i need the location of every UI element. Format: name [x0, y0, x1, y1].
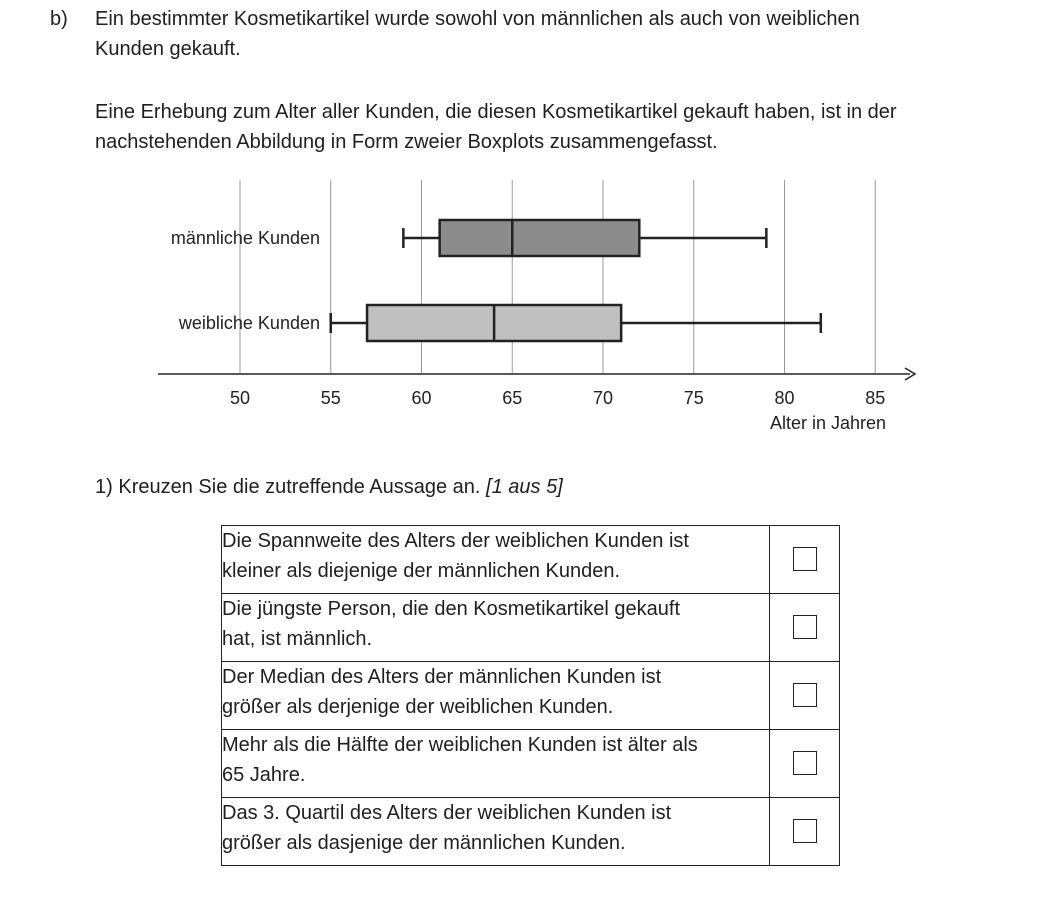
task-instruction	[95, 472, 563, 502]
answer-line: hat, ist männlich.	[222, 628, 373, 650]
answer-line: 65 Jahre.	[222, 764, 306, 786]
task-text: Kreuzen Sie die zutreffende Aussage an.	[118, 476, 481, 498]
task-hint: [1 aus 5]	[486, 476, 563, 498]
x-tick-label: 65	[502, 388, 523, 408]
answer-row	[222, 662, 840, 730]
intro-line-1: Ein bestimmter Kosmetikartikel wurde sowohl von männlichen als auch von weiblichen	[95, 8, 860, 30]
survey-line-1: Eine Erhebung zum Alter aller Kunden, die diesen Kosmetikartikel gekauft haben, ist in der	[95, 101, 897, 123]
answer-line: Die Spannweite des Alters der weiblichen Kunden ist	[222, 530, 689, 552]
answer-statement	[222, 594, 770, 662]
x-tick-label: 75	[683, 388, 704, 408]
answer-line: Die jüngste Person, die den Kosmetikartikel gekauft	[222, 598, 681, 620]
x-tick-label: 55	[320, 388, 341, 408]
checkbox-cell	[770, 730, 840, 798]
answer-row	[222, 730, 840, 798]
x-tick-label: 50	[229, 388, 251, 408]
boxplot-chart	[0, 170, 1040, 440]
checkbox-cell	[770, 526, 840, 594]
x-tick-label: 85	[865, 388, 886, 408]
checkbox-cell	[770, 798, 840, 866]
answer-statement	[222, 798, 770, 866]
answer-checkbox[interactable]	[793, 819, 817, 843]
series-label: männliche Kunden	[170, 228, 320, 248]
answer-line: kleiner als diejenige der männlichen Kunden.	[222, 560, 621, 582]
answer-row	[222, 594, 840, 662]
answer-line: größer als dasjenige der männlichen Kunden.	[222, 832, 626, 854]
answer-line: größer als derjenige der weiblichen Kunden.	[222, 696, 614, 718]
answer-table	[221, 525, 840, 866]
x-axis-label: Alter in Jahren	[769, 413, 886, 433]
answer-checkbox[interactable]	[793, 683, 817, 707]
intro-paragraph	[95, 4, 995, 64]
answer-line: Mehr als die Hälfte der weiblichen Kunden ist älter als	[222, 734, 698, 756]
answer-checkbox[interactable]	[793, 547, 817, 571]
survey-line-2: nachstehenden Abbildung in Form zweier Boxplots zusammengefasst.	[95, 131, 718, 153]
answer-statement	[222, 526, 770, 594]
x-tick-label: 60	[411, 388, 432, 408]
answer-row	[222, 798, 840, 866]
answer-checkbox[interactable]	[793, 751, 817, 775]
part-label: b)	[50, 8, 68, 30]
series-label: weibliche Kunden	[178, 313, 320, 333]
answer-statement	[222, 730, 770, 798]
answer-checkbox[interactable]	[793, 615, 817, 639]
checkbox-cell	[770, 662, 840, 730]
x-tick-label: 70	[592, 388, 614, 408]
task-number: 1)	[95, 476, 113, 498]
x-tick-label: 80	[774, 388, 795, 408]
answer-statement	[222, 662, 770, 730]
iqr-box	[440, 220, 640, 256]
answer-row	[222, 526, 840, 594]
survey-paragraph	[95, 97, 995, 157]
answer-line: Der Median des Alters der männlichen Kunden ist	[222, 666, 662, 688]
checkbox-cell	[770, 594, 840, 662]
intro-line-2: Kunden gekauft.	[95, 38, 241, 60]
answer-line: Das 3. Quartil des Alters der weiblichen Kunden ist	[222, 802, 672, 824]
